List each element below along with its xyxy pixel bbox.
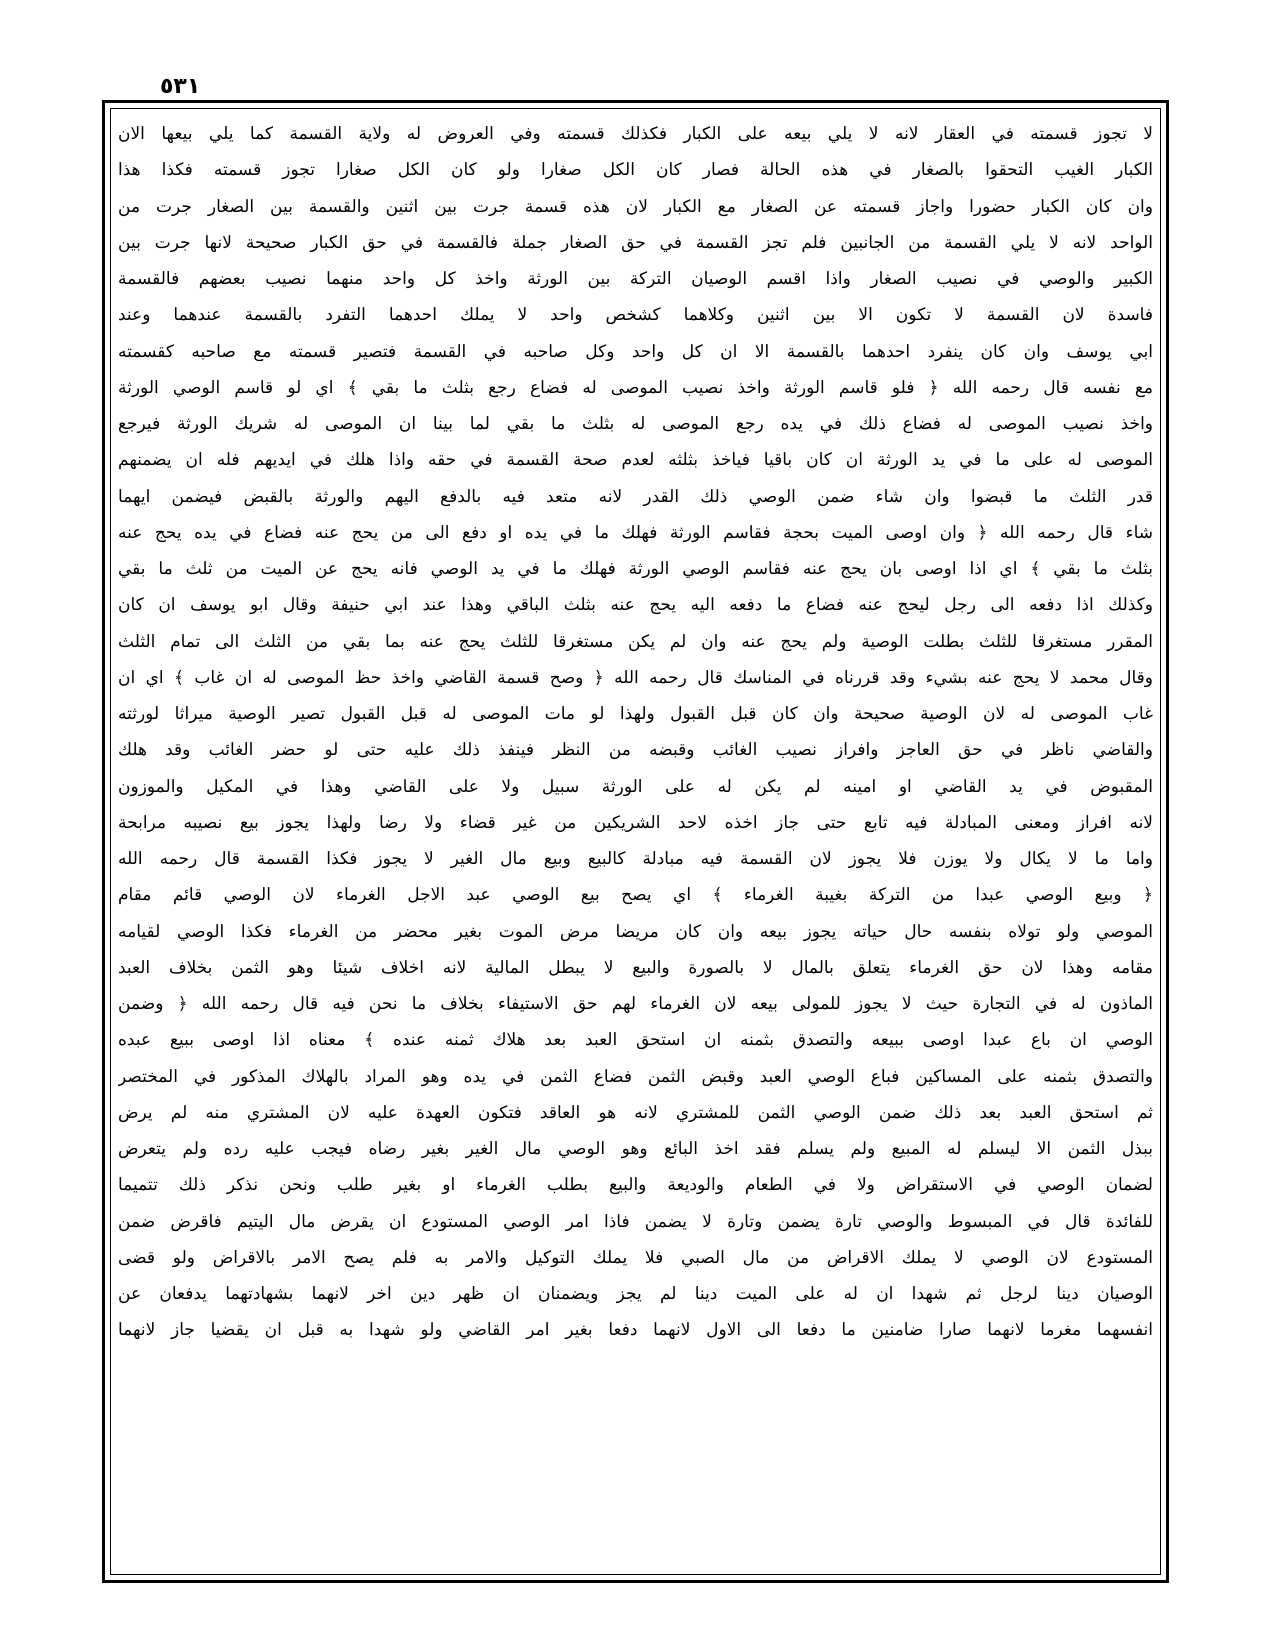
text-block	[118, 116, 1153, 1566]
text-line: وكذلك اذا دفعه الى رجل ليحج عنه فضاع ما دفعه اليه يحج عنه بثلث الباقي وهذا عند ابي حنيفة وقال ابو يوسف ان كان	[118, 595, 1153, 616]
text-line: قدر الثلث ما قبضوا وان شاء ضمن الوصي ذلك القدر لانه متعد فيه بالدفع اليهم والورثة بالقبض فيضمن ايهما	[118, 486, 1153, 507]
text-line: المقبوض في يد القاضي او امينه لم يكن له على الورثة سبيل ولا على القاضي وهذا في المكيل والموزون	[118, 776, 1153, 797]
text-line: وان كان الكبار حضورا واجاز قسمته عن الصغار مع الكبار لان هذه قسمة جرت بين اثنين والقسمة بين الصغار جرت من	[118, 196, 1153, 217]
text-line: الكبار الغيب التحقوا بالصغار في هذه الحالة فصار كان الكل صغارا ولو كان الكل صغارا تجوز قسمته فكذا هذا	[118, 160, 1153, 181]
page-number: ٥٣١	[160, 74, 201, 99]
text-line: المقرر مستغرقا للثلث بطلت الوصية ولم يحج عنه وان لم يكن مستغرقا للثلث يحج عنه بما بقي من الثلث الى تمام الثلث	[118, 631, 1153, 652]
text-line: شاء قال رحمه الله ﴿ وان اوصى الميت بحجة فقاسم الورثة فهلك ما في يده او دفع الى من يحج عنه فضاع في يده يحج عنه	[118, 522, 1153, 543]
text-line: والتصدق بثمنه على المساكين فباع الوصي العبد وقبض الثمن فضاع الثمن في يده وهو المراد بالهلاك المذكور في المختصر	[118, 1066, 1153, 1087]
text-line: واخذ نصيب الموصى له فضاع ذلك في يده رجع الموصى له بثلث ما بقي لما بينا ان الموصى له شريك الورثة فيرجع	[118, 414, 1153, 434]
text-line: لانه افراز ومعنى المبادلة فيه تابع حتى جاز اخذه لاحد الشريكين من غير قضاء ولا رضا ولهذا يجوز بيع نصيبه مرابحة	[118, 812, 1153, 833]
text-line: ابي يوسف وان كان ينفرد احدهما بالقسمة الا ان كل واحد وكل صاحبه في القسمة فتصير قسمته مع صاحبه كقسمته	[118, 341, 1153, 362]
text-line: ثم استحق العبد بعد ذلك ضمن الوصي الثمن للمشتري لانه هو العاقد فتكون العهدة عليه لان المشتري منه لم يرض	[118, 1102, 1153, 1123]
text-line: غاب الموصى له لان الوصية صحيحة وان كان قبل القبول ولهذا لو مات الموصى له قبل القبول تصير الوصية ميراثا لورثته	[118, 704, 1153, 724]
text-line: لا تجوز قسمته في العقار لانه لا يلي بيعه على الكبار فكذلك قسمته وفي العروض له ولاية القسمة كما يلي بيعها الان	[118, 124, 1153, 144]
text-line: للفائدة قال في المبسوط والوصي تارة يضمن وتارة لا يضمن فاذا امر الوصي المستودع ان يقرض مال اليتيم فاقرض ضمن	[118, 1211, 1153, 1232]
text-line: بثلث ما بقي ﴾ اي اذا اوصى بان يحج عنه فقاسم الوصي الورثة فهلك ما في يد الوصي فانه يحج عن الميت من ثلث ما بقي	[118, 559, 1153, 579]
text-line: الموصي ولو تولاه بنفسه حال حياته يجوز بيعه وان كان مريضا مرض الموت بغير محضر من الغرماء فكذا الوصي لقيامه	[118, 921, 1153, 942]
text-line: الوصي ان باع عبدا اوصى ببيعه والتصدق بثمنه ان استحق العبد بعد هلاك ثمنه عنده ﴾ معناه اذا اوصى ببيع عبده	[118, 1030, 1153, 1051]
text-line: ﴿ وبيع الوصي عبدا من التركة بغيبة الغرماء ﴾ اي يصح بيع الوصي عبد الاجل الغرماء لان الوصي قائم مقام	[118, 885, 1153, 906]
text-line: وقال محمد لا يحج عنه بشيء وقد قررناه في المناسك قال رحمه الله ﴿ وصح قسمة القاضي واخذ حظ الموصى له ان غاب ﴾ اي ان	[118, 667, 1153, 688]
text-line: مقامه وهذا لان حق الغرماء يتعلق بالمال لا بالصورة والبيع لا يبطل المالية لانه اخلاف شيئا وهو الثمن بخلاف العبد	[118, 957, 1153, 978]
text-line: الوصيان دينا لرجل ثم شهدا ان له على الميت دينا لم يجز ويضمنان ان ظهر دين اخر لانهما بشهادتهما يدفعان عن	[118, 1284, 1153, 1304]
text-line: ببذل الثمن الا ليسلم له المبيع ولم يسلم فقد اخذ البائع وهو الوصي مال الغير بغير رضاه فيجب عليه رده ولم يتعرض	[118, 1139, 1153, 1159]
text-line: الكبير والوصي في نصيب الصغار واذا اقسم الوصيان التركة بين الورثة واخذ كل واحد منهما نصيب بعضهم فالقسمة	[118, 269, 1153, 289]
text-line: مع نفسه قال رحمه الله ﴿ فلو قاسم الورثة واخذ نصيب الموصى له فضاع رجع بثلث ما بقي ﴾ اي لو قاسم الوصي الورثة	[118, 377, 1153, 398]
text-line: لضمان الوصي في الاستقراض ولا في الطعام والوديعة والبيع بطلب الغرماء او بغير طلب ونحن نذكر ذلك تتميما	[118, 1175, 1153, 1196]
text-line: الماذون له في التجارة حيث لا يجوز للمولى بيعه لان الغرماء لهم حق الاستيفاء بخلاف ما نحن فيه قال رحمه الله ﴿ وضمن	[118, 994, 1153, 1014]
text-line: المستودع لان الوصي لا يملك الاقراض من مال الصبي فلا يملك التوكيل والامر به فلم يصح الامر بالاقراض ولو قضى	[118, 1247, 1153, 1268]
text-line: الموصى له على ما في يد الورثة ان كان باقيا فياخذ بثلثه لعدم صحة القسمة في حقه واذا هلك في ايديهم فله ان يضمنهم	[118, 450, 1153, 471]
text-line: والقاضي ناظر في حق العاجز وافراز نصيب الغائب وقبضه من النظر فينفذ ذلك عليه حتى لو حضر الغائب وقد هلك	[118, 740, 1153, 761]
text-line: الواحد لانه لا يلي القسمة من الجانبين فلم تجز القسمة في حق الصغار جملة فالقسمة في حق الكبار صحيحة لانها جرت بين	[118, 232, 1153, 253]
text-line: فاسدة لان القسمة لا تكون الا بين اثنين وكلاهما كشخص واحد لا يملك احدهما التفرد بالقسمة عندهما وعند	[118, 305, 1153, 326]
text-line: واما ما لا يكال ولا يوزن فلا يجوز لان القسمة فيه مبادلة كالبيع وبيع مال الغير لا يجوز فكذا القسمة قال رحمه الله	[118, 849, 1153, 869]
text-line: انفسهما مغرما لانهما صارا ضامنين ما دفعا الى الاول لانهما دفعا بغير امر القاضي ولو شهدا به قبل ان يقضيا جاز لانهما	[118, 1320, 1153, 1341]
